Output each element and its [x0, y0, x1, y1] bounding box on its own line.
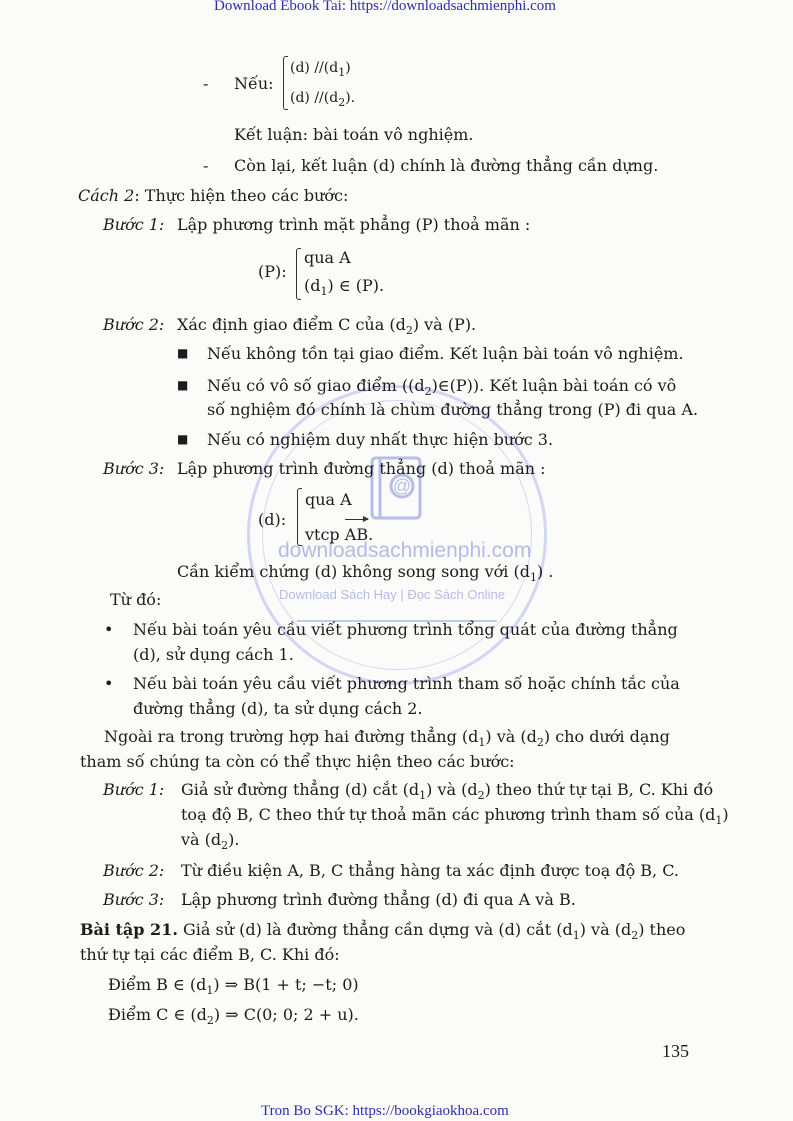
system1-row2: (d) $//(d_2)$.	[290, 90, 356, 109]
neu-label: Nếu:	[234, 74, 274, 93]
buoc3-label: Bước 3:	[103, 459, 165, 478]
tudo-item-1: Nếu bài toán yêu cầu viết phương trình tổng quát của đường thẳng	[133, 620, 678, 639]
dot-bullet-icon: •	[104, 620, 114, 639]
step1-text-cont2: và $(d_2)$.	[181, 830, 240, 853]
step3-text: Lập phương trình đường thẳng (d) đi qua A và B.	[181, 890, 576, 909]
step2-label: Bước 2:	[103, 861, 165, 880]
cach2-heading: Cách 2: Thực hiện theo các bước:	[78, 186, 349, 205]
ngoai-ra-paragraph: Ngoài ra trong trường hợp hai đường thẳng $(d_1)$ và $(d_2)$ cho dưới dạng	[104, 727, 670, 750]
system-brace	[296, 248, 301, 300]
plane-p-row2: $(d_1)$ ∈ (P).	[304, 276, 385, 299]
dash-bullet: -	[203, 74, 209, 93]
step2-text: Từ điều kiện A, B, C thẳng hàng ta xác định được toạ độ B, C.	[181, 861, 679, 880]
tudo-item-1-cont: (d), sử dụng cách 1.	[133, 645, 294, 664]
system1-row1: (d) $//(d_1)$	[290, 60, 351, 79]
buoc2-item-2: Nếu có vô số giao điểm $((d_2)\in(P))$. Kết luận bài toán có vô	[207, 376, 677, 399]
buoc2-label: Bước 2:	[103, 315, 165, 334]
buoc3-text: Lập phương trình đường thẳng (d) thoả mãn :	[177, 459, 546, 478]
buoc2-item-2-cont: số nghiệm đó chính là chùm đường thẳng trong (P) đi qua A.	[207, 400, 699, 419]
system-brace	[297, 488, 302, 546]
buoc1-label: Bước 1:	[103, 215, 165, 234]
buoc2-item-3: Nếu có nghiệm duy nhất thực hiện bước 3.	[207, 430, 554, 449]
line-d-row2: vtcp AB.	[305, 525, 373, 545]
tudo-item-2: Nếu bài toán yêu cầu viết phương trình tham số hoặc chính tắc của	[133, 674, 680, 693]
buoc2-item-1: Nếu không tồn tại giao điểm. Kết luận bài toán vô nghiệm.	[207, 344, 684, 363]
tu-do: Từ đó:	[110, 590, 162, 609]
step1-text-cont: toạ độ B, C theo thứ tự thoả mãn các phương trình tham số của $(d_1)$	[181, 805, 729, 828]
line-d-label: (d):	[258, 510, 287, 529]
dot-bullet-icon: •	[104, 674, 114, 693]
vector-ab: AB	[345, 525, 368, 545]
exercise-21: Bài tập 21. Giả sử (d) là đường thẳng cần dựng và (d) cắt $(d_1)$ và $(d_2)$ theo	[80, 920, 686, 943]
vector-arrow-icon	[345, 519, 368, 520]
page-number: 135	[662, 1041, 689, 1061]
can-kiem-chung: Cần kiểm chứng (d) không song song với $(d_1)$ .	[177, 562, 554, 585]
watermark-site: downloadsachmienphi.com	[278, 539, 532, 562]
system-brace	[283, 56, 288, 110]
watermark-tagline: Download Sách Hay | Đọc Sách Online	[279, 587, 505, 602]
square-bullet-icon: ■	[177, 432, 189, 446]
step1-label: Bước 1:	[103, 780, 165, 799]
ket-luan-line: Kết luận: bài toán vô nghiệm.	[234, 125, 474, 144]
point-c: Điểm C ∈ $(d_2)$ ⇒ C(0; 0; 2 + u).	[108, 1005, 359, 1028]
square-bullet-icon: ■	[177, 378, 189, 392]
dash-bullet: -	[203, 156, 209, 175]
step1-text: Giả sử đường thẳng (d) cắt $(d_1)$ và $(d_2)$ theo thứ tự tại B, C. Khi đó	[181, 780, 714, 803]
line-d-row1: qua A	[305, 490, 352, 509]
svg-text:@: @	[392, 476, 412, 496]
exercise-21-cont: thứ tự tại các điểm B, C. Khi đó:	[80, 945, 340, 964]
buoc1-text: Lập phương trình mặt phẳng (P) thoả mãn :	[177, 215, 531, 234]
step3-label: Bước 3:	[103, 890, 165, 909]
con-lai-line: Còn lại, kết luận (d) chính là đường thẳng cần dựng.	[234, 156, 659, 175]
point-b: Điểm B ∈ $(d_1)$ ⇒ B(1 + t; −t; 0)	[108, 975, 359, 998]
ngoai-ra-paragraph-cont: tham số chúng ta còn có thể thực hiện theo các bước:	[80, 752, 515, 771]
tudo-item-2-cont: đường thẳng (d), ta sử dụng cách 2.	[133, 699, 423, 718]
plane-p-row1: qua A	[304, 248, 351, 267]
plane-p-label: (P):	[258, 262, 287, 281]
header-download-link[interactable]: Download Ebook Tai: https://downloadsachmienphi.com	[214, 0, 556, 14]
buoc2-text: Xác định giao điểm C của $(d_2)$ và (P).	[177, 315, 477, 338]
footer-sgk-link[interactable]: Tron Bo SGK: https://bookgiaokhoa.com	[261, 1103, 509, 1119]
square-bullet-icon: ■	[177, 346, 189, 360]
